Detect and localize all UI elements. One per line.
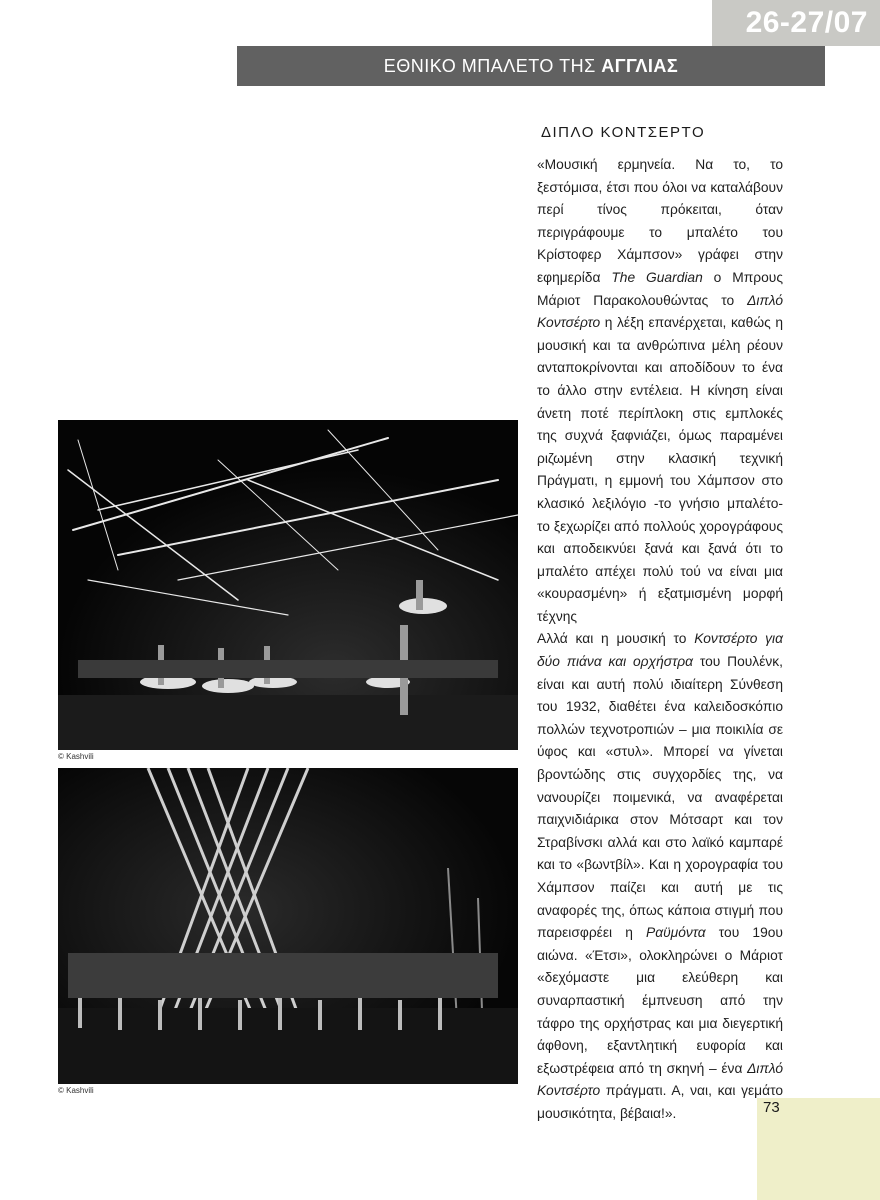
ballet-photo-2 bbox=[58, 768, 518, 1084]
ballet-photo-1-image bbox=[58, 420, 518, 750]
section-header-title bbox=[384, 56, 678, 77]
newspaper-name: The Guardian bbox=[611, 269, 703, 285]
header-prefix: ΕΘΝΙΚΟ ΜΠΑΛΕΤΟ ΤΗΣ bbox=[383, 56, 596, 76]
work-title: Διπλό Κοντσέρτο bbox=[537, 292, 783, 331]
article-title: ΔΙΠΛΟ ΚΟΝΤΣΕΡΤΟ bbox=[541, 124, 706, 141]
section-header bbox=[237, 46, 825, 86]
date-label: 26-27/07 bbox=[745, 6, 868, 39]
paragraph-2: Αλλά και η μουσική το Κοντσέρτο για δύο πιάνα και ορχήστρα του Πουλένκ, είναι και αυτή πολύ ιδιαίτερη Σύνθεση του 1932, διαθέτει ένα καλειδοσκόπιο πολλών τεχνοτροπιών – μια ποικιλία σε ύφος και «στυλ». Μπορεί να γίνεται βροντώδης στις συγχορδίες της, να νανουρίζει ποιμενικά, να αναφέρεται παιχνιδιάρικα στον Μότσαρτ και τον Στραβίνσκι αλλά και στο λαϊκό καμπαρέ και το «βωντβίλ». Και η χορογραφία του Χάμπσον παίζει και αυτή με τις αναφορές της, όπως κάποια στιγμή που παρεισφρέει η Ραϋμόντα του 19ου αιώνα. «Έτσι», ολοκληρώνει ο Μάριοτ «δεχόμαστε μια ελεύθερη και συναρπαστική έμπνευση από την τάφρο της ορχήστρας και μια διεγερτική άφθονη, εξαντλητική ευφορία και εξωστρέφεια από τη σκηνή – ένα Διπλό Κοντσέρτο πράγματι. Α, ναι, και γεμάτο μουσικότητα, βέβαια!». bbox=[537, 631, 783, 1121]
raymonda-title: Ραϋμόντα bbox=[646, 925, 706, 941]
date-tab bbox=[712, 0, 880, 46]
ballet-photo-1 bbox=[58, 420, 518, 750]
header-country: ΑΓΓΛΙΑΣ bbox=[601, 56, 679, 76]
paragraph-1: «Μουσική ερμηνεία. Να το, το ξεστόμισα, έτσι που όλοι να καταλάβουν περί τίνος πρόκειται, όταν περιγράφουμε το μπαλέτο του Κρίστοφερ Χάμπσον» γράφει στην εφημερίδα The Guardian ο Μπρους Μάριοτ Παρακολουθώντας το Διπλό Κοντσέρτο η λέξη επανέρχεται, καθώς η μουσική και τα ανθρώπινα μέλη ρέουν ανταποκρίνονται και αποδίδουν το ένα το άλλο στην εντέλεια. Η κίνηση είναι άνετη ποτέ περίπλοκη στις εμπλοκές της συχνά ξαφνιάζει, όμως παραμένει ριζωμένη στην κλασική τεχνική Πράγματι, η εμμονή του Χάμπσον στο κλασικό λεξιλόγιο -το γνήσιο μπαλέτο- το ξεχωρίζει από πολλούς χορογράφους και αποδεικνύει ξανά και ξανά ότι το μπαλέτο απέχει πολύ τού να είναι μια «κουρασμένη» ή εξατμισμένη μορφή τέχνης bbox=[537, 157, 783, 624]
article-body bbox=[537, 154, 783, 1126]
work-title-2: Διπλό Κοντσέρτο bbox=[537, 1060, 783, 1099]
photo-credit-2: © Kashvili bbox=[58, 1086, 94, 1095]
photo-credit-1: © Kashvili bbox=[58, 752, 94, 761]
concerto-title: Κοντσέρτο για δύο πιάνα και ορχήστρα bbox=[537, 631, 783, 670]
page-number: 73 bbox=[763, 1099, 780, 1116]
ballet-photo-2-image bbox=[58, 768, 518, 1084]
